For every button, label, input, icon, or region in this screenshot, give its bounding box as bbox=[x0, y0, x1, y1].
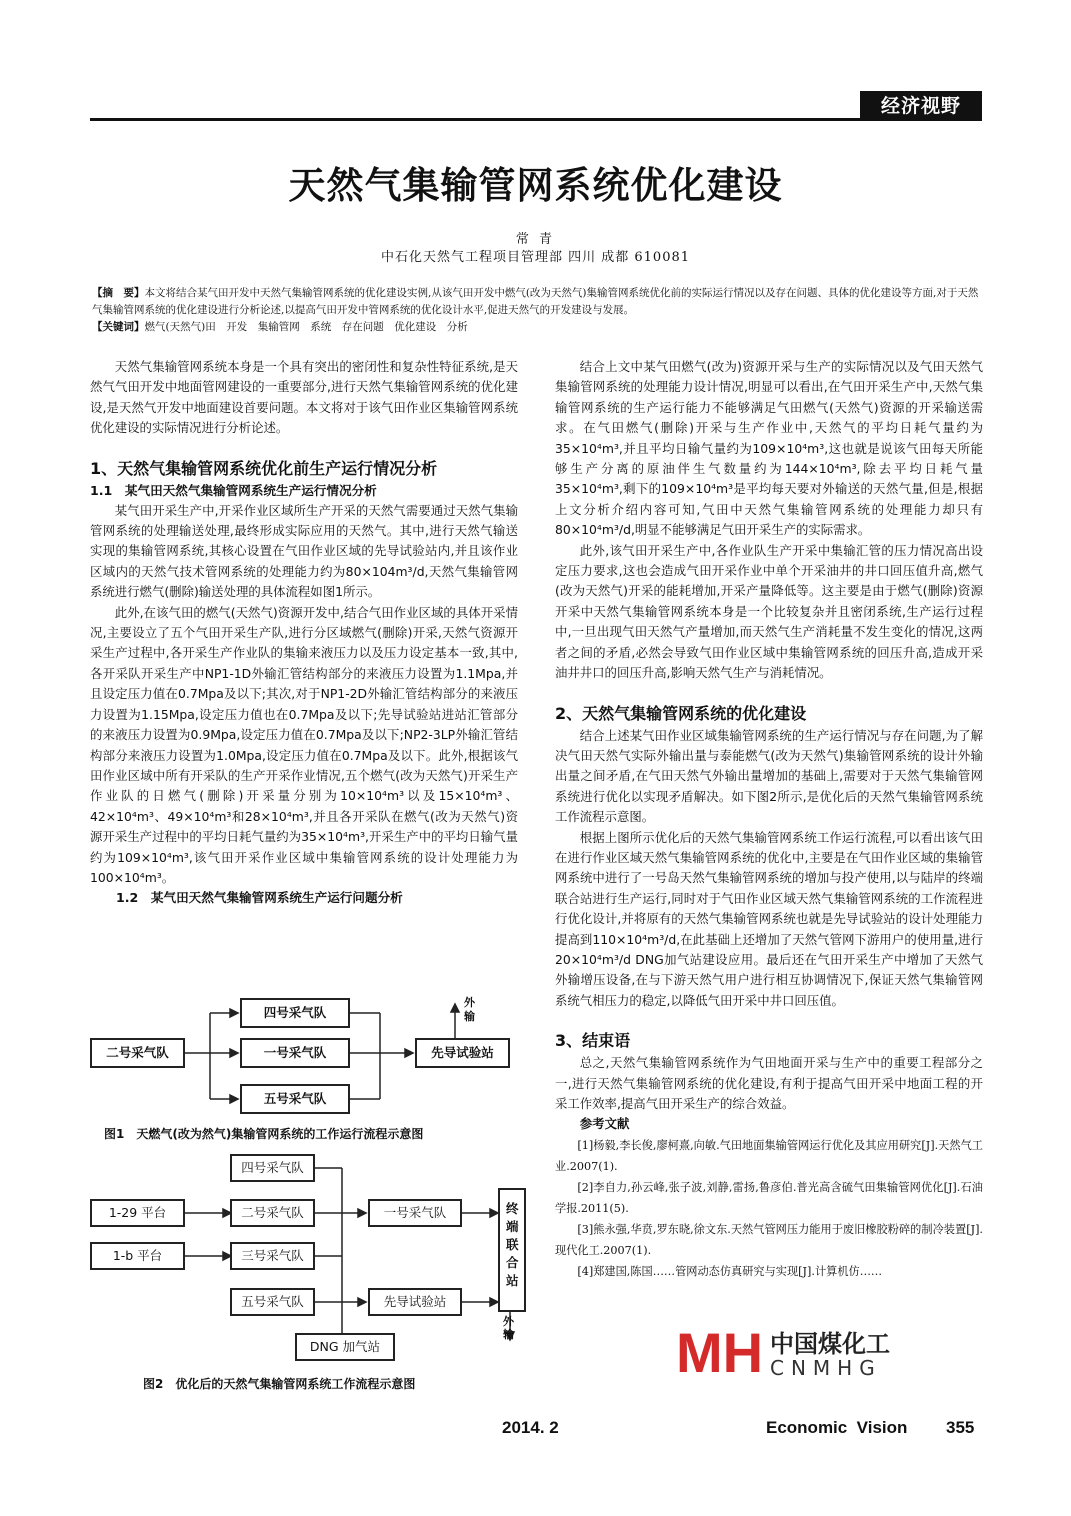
abstract-block bbox=[92, 285, 982, 336]
section-2-heading: 2、天然气集输管网系统的优化建设 bbox=[555, 703, 807, 723]
fig1-box-team-4: 四号采气队 bbox=[240, 998, 350, 1028]
intro-paragraph: 天然气集输管网系统本身是一个具有突出的密闭性和复杂性特征系统,是天然气气田开发中地面管网建设的一重要部分,进行天然气集输管网系统的优化建设,是天然气开发中地面建设首要问题。本文将对于该气田作业区集输管网系统优化建设的实际情况进行分析论述。 bbox=[90, 359, 518, 436]
fig2-box-team-3: 三号采气队 bbox=[230, 1242, 315, 1270]
fig2-box-dng-station: DNG 加气站 bbox=[295, 1333, 395, 1361]
fig2-box-platform-1-29: 1-29 平台 bbox=[90, 1199, 185, 1227]
abstract-text: 本文将结合某气田开发中天然气集输管网系统的优化建设实例,从该气田开发中燃气(改为天然气)集输管网系统优化前的实际运行情况以及存在问题、具体的优化建设等方面,对于天然气集输管网系统的优化建设进行分析论述,以提高气田开发中管网系统的优化设计水平,促进天然气的开发建设与发展。 bbox=[92, 287, 979, 316]
footer-issue: 2014. 2 bbox=[502, 1418, 559, 1437]
figure-2-caption: 图2 优化后的天然气集输管网系统工作流程示意图 bbox=[143, 1377, 416, 1391]
header-rule bbox=[90, 118, 860, 121]
section-1-1-paragraph-2: 此外,在该气田的燃气(天然气)资源开发中,结合气田作业区域的具体开采情况,主要设立了五个气田开采生产队,进行分区域燃气(删除)开采,天然气资源开采生产过程中,各开采生产作业队的集输来液压力以及压力设定基本一致,其中,各开采队开采生产中NP1-1D外输汇管结构部分的来液压力设置为1.1Mpa,并且设定压力值在0.7Mpa及以下;其次,对于NP1-2D外输汇管结构部分的来液压力设置为1.15Mpa,设定压力值也在0.7Mpa及以下;先导试验站进站汇管部分的来液压力设置为0.9Mpa,设定压力值在0.7Mpa及以下;NP2-3LP外输汇管结构部分来液压力设置为1.0Mpa,设定压力值在0.7Mpa及以下。此外,根据该气田作业区域中所有开采队的生产开采作业情况,五个燃气(改为天然气)开采生产作业队的日燃气(删除)开采量分别为10×10⁴m³以及15×10⁴m³、42×10⁴m³、49×10⁴m³和28×10⁴m³,并且各开采队在燃气(改为天然气)资源开采生产过程中的平均日耗气量约为35×10⁴m³,开采生产中的平均日输气量约为109×10⁴m³,该气田开采作业区域中集输管网系统的设计处理能力为100×10⁴m³。 bbox=[90, 604, 518, 885]
fig2-box-team-1: 一号采气队 bbox=[368, 1199, 462, 1227]
keywords-text: 燃气(天然气)田 开发 集输管网 系统 存在问题 优化建设 分析 bbox=[144, 321, 468, 333]
fig1-box-team-5: 五号采气队 bbox=[240, 1084, 350, 1114]
reference-item: [1]杨毅,李长俊,廖柯熹,向敏.气田地面集输管网运行优化及其应用研究[J].天然气工业.2007(1). bbox=[555, 1138, 983, 1173]
keywords bbox=[92, 319, 982, 336]
abstract bbox=[92, 285, 982, 319]
watermark-mark: MH bbox=[676, 1322, 764, 1382]
section-1-1-paragraph-1: 某气田开采生产中,开采作业区域所生产开采的天然气需要通过天然气集输管网系统的处理输送处理,最终形成实际应用的天然气。其中,进行天然气输送实现的集输管网系统,其核心设置在气田作业区域的先导试验站内,并且该作业区域内的天然气技术管网系统的处理能力约为80×104m³/d,天然气集输管网系统进行燃气(删除)输送处理的具体流程如图1所示。 bbox=[90, 502, 518, 600]
fig1-box-team-2: 二号采气队 bbox=[90, 1038, 185, 1068]
reference-item: [2]李自力,孙云峰,张子波,刘静,雷扬,鲁彦伯.普光高含硫气田集输管网优化[J].石油学报.2011(5). bbox=[555, 1180, 983, 1215]
right-column bbox=[555, 357, 983, 1282]
fig1-box-pilot-station: 先导试验站 bbox=[415, 1038, 510, 1068]
section-badge: 经济视野 bbox=[860, 91, 982, 121]
fig1-box-team-1: 一号采气队 bbox=[240, 1038, 350, 1068]
section-3-paragraph: 总之,天然气集输管网系统作为气田地面开采与生产中的重要工程部分之一,进行天然气集输管网系统的优化建设,有利于提高气田开采中地面工程的开采工作效率,提高气田开采生产的综合效益。 bbox=[555, 1055, 983, 1111]
affiliation: 中石化天然气工程项目管理部 四川 成都 610081 bbox=[380, 250, 691, 265]
fig2-box-team-4: 四号采气队 bbox=[230, 1154, 315, 1182]
figure-2 bbox=[90, 1150, 530, 1365]
watermark-latin: CNMHG bbox=[770, 1356, 882, 1380]
right-paragraph-2: 此外,该气田开采生产中,各作业队生产开采中集输汇管的压力情况高出设定压力要求,这也会造成气田开采作业中单个开采油井的井口回压值升高,燃气(改为天然气)开采的能耗增加,开采产量降低等。这主要是由于燃气(删除)资源开采中天然气集输管网系统本身是一个比较复杂并且密闭系统,生产运行过程中,一旦出现气田天然气产量增加,而天然气生产消耗量不发生变化的情况,这两者之间的矛盾,必然会导致气田作业区域中集输管网系统的回压升高,造成开采油井井口的回压升高,影响天然气生产与消耗情况。 bbox=[555, 542, 983, 681]
section-2-paragraph-1: 结合上述某气田作业区域集输管网系统的生产运行情况与存在问题,为了解决气田天然气实际外输出量与泰能燃气(改为天然气)集输管网系统的设计外输出量之间矛盾,在气田天然气外输出量增加的基础上,需要对于天然气集输管网系统进行优化以实现矛盾解决。如下图2所示,是优化后的天然气集输管网系统工作流程示意图。 bbox=[555, 727, 983, 825]
author: 常 青 bbox=[515, 232, 556, 247]
fig2-output-label: 外输 bbox=[503, 1315, 514, 1341]
fig1-output-label: 外输 bbox=[464, 996, 475, 1023]
watermark-logo bbox=[672, 1322, 992, 1382]
figure-1 bbox=[90, 990, 520, 1120]
section-3-heading: 3、结束语 bbox=[555, 1031, 631, 1051]
fig2-box-team-5: 五号采气队 bbox=[230, 1288, 315, 1316]
fig2-box-terminal-station: 终端联合站 bbox=[498, 1188, 526, 1312]
section-1-1-heading: 1.1 某气田天然气集输管网系统生产运行情况分析 bbox=[90, 482, 377, 498]
references-heading: 参考文献 bbox=[579, 1116, 630, 1132]
reference-item: [3]熊永强,华贲,罗东晓,徐文东.天然气管网压力能用于废旧橡胶粉碎的制冷装置[J].现代化工.2007(1). bbox=[555, 1222, 983, 1257]
left-column bbox=[90, 357, 518, 908]
fig2-box-platform-1-b: 1-b 平台 bbox=[90, 1242, 185, 1270]
fig2-box-team-2: 二号采气队 bbox=[230, 1199, 315, 1227]
fig2-box-pilot-station: 先导试验站 bbox=[368, 1288, 462, 1316]
keywords-label: 【关键词】 bbox=[92, 321, 145, 333]
abstract-label: 【摘 要】 bbox=[92, 287, 145, 299]
section-2-paragraph-2: 根据上图所示优化后的天然气集输管网系统工作运行流程,可以看出该气田在进行作业区域天然气集输管网系统的优化中,主要是在气田作业区域的集输管网系统中进行了一号岛天然气集输管网系统的增加与投产使用,以与陆岸的终端联合站进行生产运行,同时对于气田作业区域天然气集输管网系统的工作流程进行优化设计,并将原有的天然气集输管网系统也就是先导试验站的设计处理能力提高到110×10⁴m³/d,在此基础上还增加了天然气管网下游用户的使用量,进行20×10⁴m³/d DNG加气站建设应用。最后还在气田开采生产中增加了天然气外输增压设备,在与下游天然气用户进行相互协调情况下,保证天然气集输管网系统气相压力的稳定,以降低气田开采中井口回压值。 bbox=[555, 829, 983, 1008]
right-paragraph-1: 结合上文中某气田燃气(改为)资源开采与生产的实际情况以及气田天然气集输管网系统的处理能力设计情况,明显可以看出,在气田开采生产中,天然气集输管网系统的生产运行能力不能够满足气田燃气(天然气)资源的开采输送需求。在气田燃气(删除)开采与生产作业中,天然气的平均日耗气量约为35×10⁴m³,并且平均日输气量约为109×10⁴m³,这也就是说该气田每天所能够生产分离的原油伴生气数量约为144×10⁴m³,除去平均日耗气量35×10⁴m³,剩下的109×10⁴m³是平均每天要对外输送的天然气量,但是,根据上文分析介绍内容可知,气田中天然气集输管网系统的处理能力却只有80×10⁴m³/d,明显不能够满足气田开采生产的实际需求。 bbox=[555, 359, 983, 538]
reference-item: [4]郑建国,陈国……管网动态仿真研究与实现[J].计算机仿…… bbox=[577, 1264, 883, 1278]
figure-1-caption: 图1 天燃气(改为然气)集输管网系统的工作运行流程示意图 bbox=[104, 1127, 424, 1141]
article-title: 天然气集输管网系统优化建设 bbox=[288, 163, 783, 207]
footer-journal: Economic Vision bbox=[766, 1418, 908, 1437]
footer-page-number: 355 bbox=[946, 1418, 975, 1437]
section-1-2-heading: 1.2 某气田天然气集输管网系统生产运行问题分析 bbox=[116, 890, 403, 906]
section-1-heading: 1、天然气集输管网系统优化前生产运行情况分析 bbox=[90, 458, 438, 478]
watermark-name: 中国煤化工 bbox=[770, 1330, 890, 1358]
